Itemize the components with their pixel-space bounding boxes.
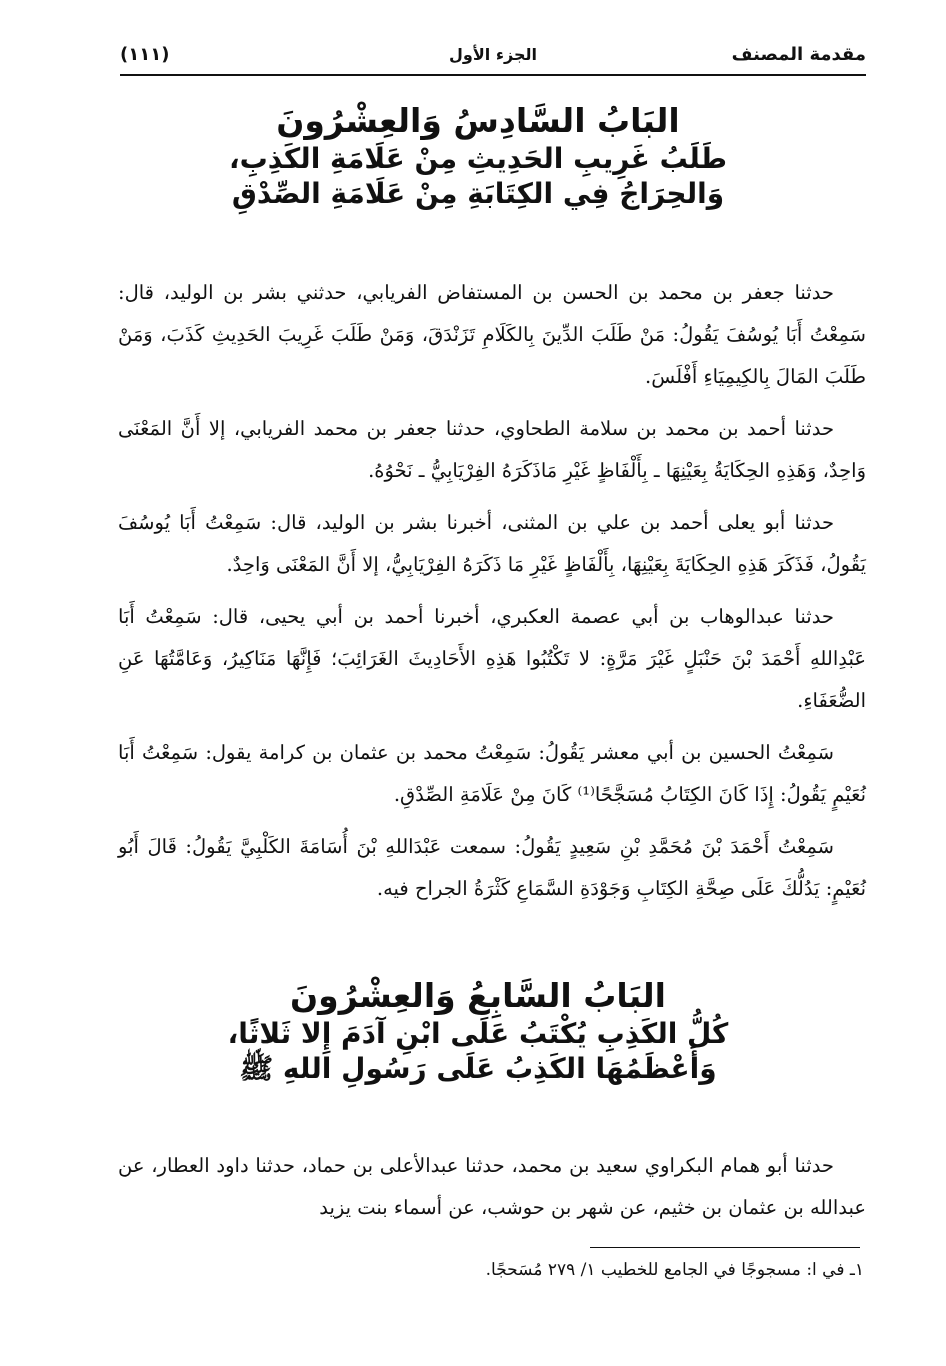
paragraph: حدثنا أبو يعلى أحمد بن علي بن المثنى، أخبرنا بشر بن الوليد، قال: سَمِعْتُ أَبَا يُوسُفَ يَقُولُ، فَذَكَرَ هَذِهِ الحِكَايَةَ بِعَيْنِهَا، بِأَلْفَاظٍ غَيْرِ مَا ذَكَرَهُ الفِرْيَابِيُّ، إلا أَنَّ المَعْنَى وَاحِدٌ. [118, 511, 866, 576]
header-page-number: (١١١) [120, 43, 170, 65]
paragraph: سَمِعْتُ الحسين بن أبي معشر يَقُولُ: سَمِعْتُ محمد بن عثمان بن كرامة يقول: سَمِعْتُ أَبَا نُعَيْمٍ يَقُولُ: إِذَا كَانَ الكِتَابُ مُسَجَّحًا⁽¹⁾ كَانَ مِنْ عَلَامَةِ الصِّدْقِ. [118, 741, 866, 806]
header-book-section: مقدمة المصنف [731, 43, 866, 65]
paragraph: حدثنا أبو همام البكراوي سعيد بن محمد، حدثنا عبدالأعلى بن حماد، حدثنا داود العطار، عن عبدالله بن عثمان بن خثيم، عن شهر بن حوشب، عن أسماء بنت يزيد [118, 1154, 866, 1219]
page-header [120, 38, 866, 70]
chapter-26-subtitle-line1: طَلَبُ غَرِيبِ الحَدِيثِ مِنْ عَلَامَةِ الكَذِبِ، [228, 142, 728, 176]
chapter-27-heading [100, 975, 856, 1086]
chapter-27-title: البَابُ السَّابِعُ وَالعِشْرُونَ [290, 976, 666, 1015]
chapter-27-body [118, 1145, 866, 1239]
chapter-26-subtitle-line2: وَالحِرَاجُ فِي الكِتَابَةِ مِنْ عَلَامَةِ الصِّدْقِ [231, 177, 725, 211]
chapter-26-heading [100, 100, 856, 211]
chapter-27-subtitle-line2: وَأَعْظَمُهَا الكَذِبُ عَلَى رَسُولِ اللهِ ﷺ [239, 1052, 717, 1086]
chapter-27-subtitle-line1: كُلُّ الكَذِبِ يُكْتَبُ عَلَى ابْنِ آدَمَ إِلا ثَلاثًا، [227, 1017, 729, 1051]
paragraph: حدثنا جعفر بن محمد بن الحسن بن المستفاض الفريابي، حدثني بشر بن الوليد، قال: سَمِعْتُ أَبَا يُوسُفَ يَقُولُ: مَنْ طَلَبَ الدِّينَ بِالكَلَامِ تَزَنْدَقَ، وَمَنْ طَلَبَ غَرِيبَ الحَدِيثِ كَذَبَ، وَمَنْ طَلَبَ المَالَ بِالكِيمِيَاءِ أَفْلَسَ. [118, 281, 866, 388]
chapter-26-body [118, 272, 866, 920]
header-volume: الجزء الأول [449, 44, 537, 64]
paragraph: حدثنا أحمد بن محمد بن سلامة الطحاوي، حدثنا جعفر بن محمد الفريابي، إلا أَنَّ المَعْنَى وَاحِدٌ، وَهَذِهِ الحِكَايَةُ بِعَيْنِهَا ـ بِأَلْفَاظٍ غَيْرِ مَاذَكَرَهُ الفِرْيَابِيُّ ـ نَحْوُهُ. [118, 417, 866, 482]
footnote-divider [590, 1247, 860, 1248]
footnote: ١ـ في ا: مسجوجًا في الجامع للخطيب ١/ ٢٧٩ مُسَحجًا. [485, 1260, 864, 1280]
paragraph: حدثنا عبدالوهاب بن أبي عصمة العكبري، أخبرنا أحمد بن أبي يحيى، قال: سَمِعْتُ أَبَا عَبْدِاللهِ أَحْمَدَ بْنَ حَنْبَلٍ غَيْرَ مَرَّةٍ: لا تَكْتُبُوا هَذِهِ الأَحَادِيثَ الغَرَائِبَ؛ فَإِنَّهَا مَنَاكِيرُ، وَعَامَّتُهَا عَنِ الضُّعَفَاءِ. [118, 605, 866, 712]
chapter-26-title: البَابُ السَّادِسُ وَالعِشْرُونَ [276, 101, 680, 140]
header-divider [120, 74, 866, 76]
paragraph: سَمِعْتُ أَحْمَدَ بْنَ مُحَمَّدِ بْنِ سَعِيدٍ يَقُولُ: سمعت عَبْدَاللهِ بْنَ أُسَامَةَ الكَلْبِيَّ يَقُولُ: قَالَ أَبُو نُعَيْمٍ: يَدُلُّكَ عَلَى صِحَّةِ الكِتَابِ وَجَوْدَةِ السَّمَاعِ كَثْرَةُ الجراح فيه. [118, 835, 866, 900]
